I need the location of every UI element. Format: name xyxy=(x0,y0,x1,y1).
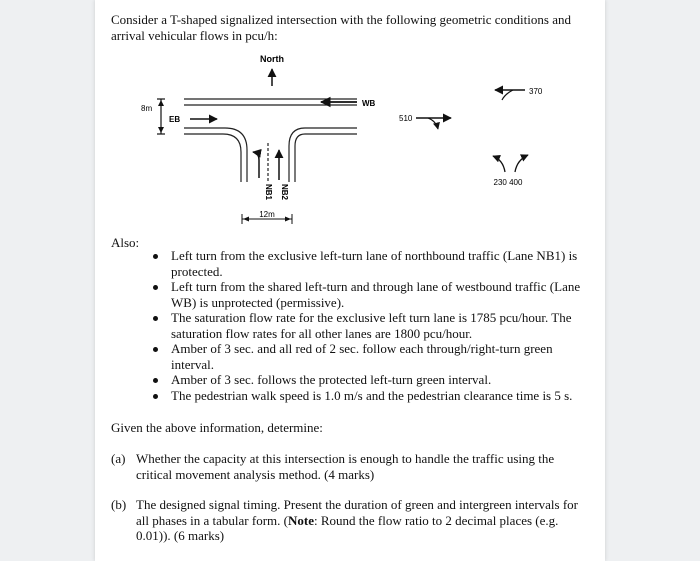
question-label: (b) xyxy=(111,497,127,512)
nb-flow-values: 230 400 xyxy=(493,178,523,187)
document-page xyxy=(95,0,605,561)
list-item: Amber of 3 sec. follows the protected left-turn green interval. xyxy=(151,372,591,388)
nb2-lane-label: NB2 xyxy=(280,184,289,201)
intro-line-2: arrival vehicular flows in pcu/h: xyxy=(111,27,278,43)
question-label: (a) xyxy=(111,451,126,466)
question-text: Whether the capacity at this intersection is enough to handle the traffic using the critical movement analysis method. (4 marks) xyxy=(136,451,555,482)
list-item: Amber of 3 sec. and all red of 2 sec. follow each through/right-turn green interval. xyxy=(151,341,591,372)
eb-right-flow-icon xyxy=(428,118,438,129)
eb-lane-label: EB xyxy=(169,115,181,124)
nb1-lane-label: NB1 xyxy=(264,184,273,201)
question-b xyxy=(111,497,591,544)
question-text: The designed signal timing. Present the duration of green and intergreen intervals for all phases in a tabular form. (Note: Round the flow ratio to 2 decimal places (e.g. 0.01)). (6 marks) xyxy=(136,497,578,543)
bottom-dimension-label: 12m xyxy=(259,210,275,219)
wb-flow-value: 370 xyxy=(529,87,543,96)
nb-left-flow-icon xyxy=(493,156,505,172)
north-label: North xyxy=(260,54,284,64)
intro-line-1: Consider a T-shaped signalized intersection with the following geometric conditions and xyxy=(111,12,571,27)
road-outline xyxy=(184,99,357,182)
given-text: Given the above information, determine: xyxy=(111,420,323,435)
wb-left-flow-icon xyxy=(502,90,513,100)
width-dimension-label: 8m xyxy=(141,104,153,113)
wb-lane-label: WB xyxy=(362,99,376,108)
nb1-left-turn-arrow-icon xyxy=(253,152,259,178)
list-item: The pedestrian walk speed is 1.0 m/s and the pedestrian clearance time is 5 s. xyxy=(151,388,591,404)
nb-right-flow-icon xyxy=(515,155,528,172)
also-label: Also: xyxy=(111,235,140,250)
intersection-diagram xyxy=(95,0,605,235)
eb-flow-value: 510 xyxy=(399,114,413,123)
list-item: Left turn from the exclusive left-turn lane of northbound traffic (Lane NB1) is protected. xyxy=(151,248,591,279)
list-item: The saturation flow rate for the exclusive left turn lane is 1785 pcu/hour. The saturation flow rates for all other lanes are 1800 pcu/hour. xyxy=(151,310,591,341)
question-a xyxy=(111,451,591,482)
conditions-list xyxy=(151,248,591,403)
width-dimension-marker xyxy=(157,99,165,134)
note-bold: Note xyxy=(287,512,314,528)
list-item: Left turn from the shared left-turn and through lane of westbound traffic (Lane WB) is unprotected (permissive). xyxy=(151,279,591,310)
